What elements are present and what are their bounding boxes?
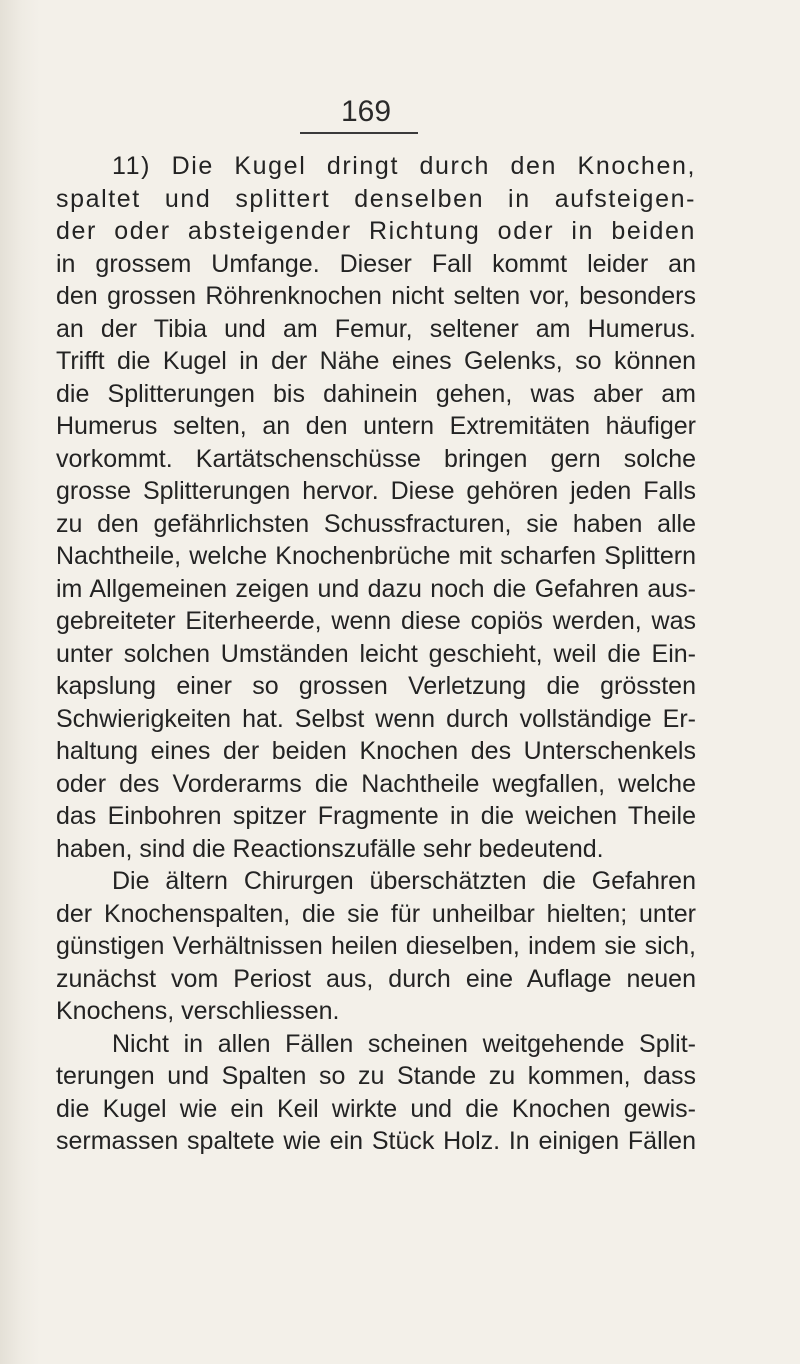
text-line: Nachtheile, welche Knochenbrüche mit scharfen Splittern	[56, 542, 696, 570]
text-line: an der Tibia und am Femur, seltener am Humerus.	[56, 314, 696, 343]
text-line: haben, sind die Reactionszufälle sehr bedeutend.	[56, 834, 604, 863]
text-line: im Allgemeinen zeigen und dazu noch die Gefahren aus-	[56, 574, 696, 603]
text-line: der Knochenspalten, die sie für unheilbar hielten; unter	[56, 899, 696, 928]
text-line: Trifft die Kugel in der Nähe eines Gelenks, so können	[56, 347, 696, 375]
text-line: gebreiteter Eiterheerde, wenn diese copiös werden, was	[56, 607, 696, 635]
page-number-underline	[300, 132, 418, 134]
text-line: 11) Die Kugel dringt durch den Knochen,	[112, 152, 696, 180]
text-line: in grossem Umfange. Dieser Fall kommt leider an	[56, 249, 696, 278]
text-line: den grossen Röhrenknochen nicht selten vor, besonders	[56, 282, 696, 310]
text-line: zunächst vom Periost aus, durch eine Auflage neuen	[56, 964, 696, 993]
text-line: Knochens, verschliessen.	[56, 997, 340, 1025]
text-line: die Kugel wie ein Keil wirkte und die Knochen gewis-	[56, 1094, 696, 1123]
text-line: haltung eines der beiden Knochen des Unterschenkels	[56, 737, 696, 765]
text-line: Schwierigkeiten hat. Selbst wenn durch vollständige Er-	[56, 704, 696, 733]
text-line: günstigen Verhältnissen heilen dieselben, indem sie sich,	[56, 932, 696, 960]
text-line: spaltet und splittert denselben in aufsteigen-	[56, 184, 696, 213]
text-line: vorkommt. Kartätschenschüsse bringen gern solche	[56, 444, 696, 473]
body-text	[56, 150, 696, 1158]
text-line: terungen und Spalten so zu Stande zu kommen, dass	[56, 1062, 696, 1090]
text-line: Humerus selten, an den untern Extremitäten häufiger	[56, 412, 696, 440]
text-line: das Einbohren spitzer Fragmente in die weichen Theile	[56, 802, 696, 830]
text-line: zu den gefährlichsten Schussfracturen, sie haben alle	[56, 509, 696, 538]
page-number: 169	[340, 95, 392, 128]
text-line: kapslung einer so grossen Verletzung die grössten	[56, 672, 696, 700]
text-line: die Splitterungen bis dahinein gehen, was aber am	[56, 379, 696, 408]
text-line: der oder absteigender Richtung oder in beiden	[56, 217, 696, 245]
text-line: sermassen spaltete wie ein Stück Holz. In einigen Fällen	[56, 1127, 696, 1155]
text-line: Die ältern Chirurgen überschätzten die Gefahren	[112, 867, 696, 895]
text-line: grosse Splitterungen hervor. Diese gehören jeden Falls	[56, 477, 696, 505]
text-line: unter solchen Umständen leicht geschieht, weil die Ein-	[56, 639, 696, 668]
text-line: Nicht in allen Fällen scheinen weitgehende Split-	[112, 1029, 696, 1058]
text-line: oder des Vorderarms die Nachtheile wegfallen, welche	[56, 769, 696, 798]
